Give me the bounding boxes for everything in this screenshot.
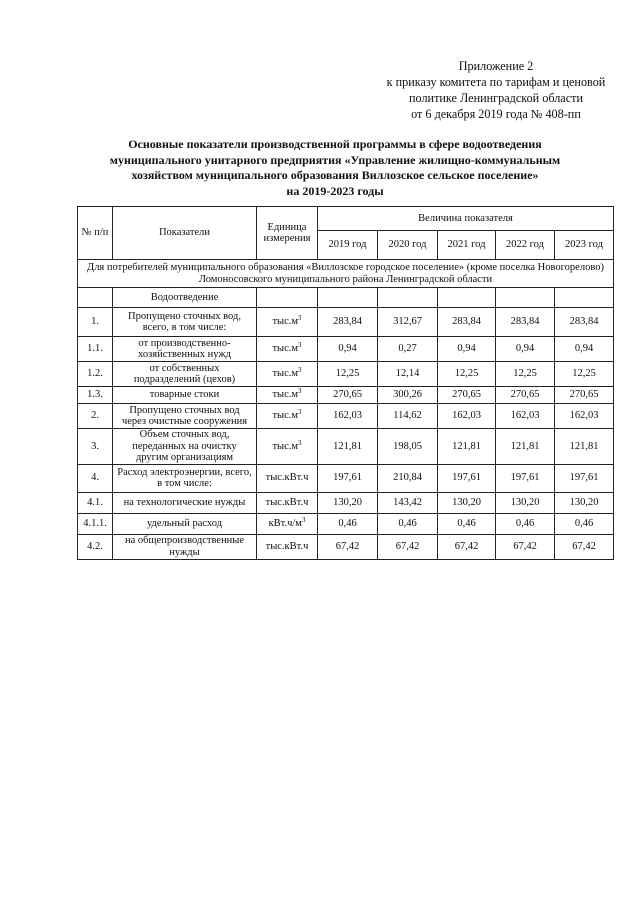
table-row <box>78 404 614 429</box>
row-name: на общепроизводственные нужды <box>113 534 257 559</box>
header-num: № п/п <box>78 207 113 260</box>
unit-superscript: 3 <box>298 438 302 447</box>
row-value: 210,84 <box>378 464 438 492</box>
header-year: 2021 год <box>438 231 496 260</box>
row-name: удельный расход <box>113 513 257 534</box>
row-value: 270,65 <box>555 387 614 404</box>
header-row <box>78 207 614 231</box>
row-num: 2. <box>78 404 113 429</box>
row-value: 198,05 <box>378 429 438 465</box>
region-cell <box>78 260 614 288</box>
row-name: от собственных подразделений (цехов) <box>113 362 257 387</box>
table-row <box>78 513 614 534</box>
indicators-table <box>77 206 614 560</box>
row-value: 67,42 <box>438 534 496 559</box>
row-value: 67,42 <box>496 534 555 559</box>
row-value: 130,20 <box>318 492 378 513</box>
unit-superscript: 3 <box>298 341 302 350</box>
title-line: на 2019-2023 годы <box>286 183 384 198</box>
row-unit <box>257 404 318 429</box>
unit-text: тыс.м <box>272 368 299 380</box>
table-row <box>78 464 614 492</box>
title-line: хозяйством муниципального образования Виллозское сельское поселение» <box>131 168 539 182</box>
row-num: 4. <box>78 464 113 492</box>
row-value: 114,62 <box>378 404 438 429</box>
row-unit <box>257 337 318 362</box>
unit-text: тыс.м <box>272 440 299 452</box>
row-unit <box>257 492 318 513</box>
appendix-line: политике Ленинградской области <box>409 91 583 105</box>
row-value: 283,84 <box>496 308 555 337</box>
row-value: 12,25 <box>496 362 555 387</box>
unit-superscript: 3 <box>298 314 302 323</box>
row-value: 0,46 <box>496 513 555 534</box>
row-unit <box>257 534 318 559</box>
table-row <box>78 429 614 465</box>
row-name: Объем сточных вод, переданных на очистку другим организациям <box>113 429 257 465</box>
row-value: 12,14 <box>378 362 438 387</box>
row-value: 0,46 <box>438 513 496 534</box>
title-line: Основные показатели производственной программы в сфере водоотведения <box>128 137 542 151</box>
header-year: 2022 год <box>496 231 555 260</box>
row-value: 197,61 <box>438 464 496 492</box>
row-num: 4.2. <box>78 534 113 559</box>
row-unit <box>257 513 318 534</box>
row-value: 197,61 <box>555 464 614 492</box>
unit-superscript: 3 <box>301 515 306 524</box>
row-num: 1.3. <box>78 387 113 404</box>
row-value: 283,84 <box>438 308 496 337</box>
header-indicator: Показатели <box>113 207 257 260</box>
region-line: Для потребителей муниципального образования «Виллозское городское поселение» (кроме поселка Новогорелово) <box>87 262 604 273</box>
row-name: на технологические нужды <box>113 492 257 513</box>
row-value: 121,81 <box>496 429 555 465</box>
region-line: Ломоносовского муниципального района Ленинградской области <box>198 273 493 285</box>
row-value: 270,65 <box>438 387 496 404</box>
row-value: 121,81 <box>555 429 614 465</box>
row-unit <box>257 387 318 404</box>
row-name: Пропущено сточных вод, всего, в том числе: <box>113 308 257 337</box>
header-year: 2020 год <box>378 231 438 260</box>
appendix-line: Приложение 2 <box>458 59 534 73</box>
row-unit <box>257 308 318 337</box>
header-unit: Единица измерения <box>257 207 318 260</box>
table-row <box>78 534 614 559</box>
row-value: 270,65 <box>496 387 555 404</box>
row-name: Расход электроэнергии, всего, в том числе: <box>113 464 257 492</box>
table-row <box>78 362 614 387</box>
row-value: 130,20 <box>555 492 614 513</box>
header-value-group: Величина показателя <box>318 207 614 231</box>
unit-text: тыс.м <box>272 389 299 401</box>
row-value: 162,03 <box>438 404 496 429</box>
unit-text: тыс.кВт.ч <box>265 540 309 552</box>
row-value: 0,94 <box>438 337 496 362</box>
appendix-line: от 6 декабря 2019 года № 408-пп <box>411 107 581 121</box>
row-num: 1.1. <box>78 337 113 362</box>
row-num: 1. <box>78 308 113 337</box>
unit-superscript: 3 <box>298 408 302 417</box>
row-value: 67,42 <box>555 534 614 559</box>
table-row <box>78 337 614 362</box>
row-value: 0,94 <box>496 337 555 362</box>
row-unit <box>257 362 318 387</box>
row-value: 121,81 <box>438 429 496 465</box>
unit-text: тыс.кВт.ч <box>265 472 309 484</box>
row-value: 0,94 <box>555 337 614 362</box>
row-value: 0,46 <box>378 513 438 534</box>
row-unit <box>257 464 318 492</box>
row-value: 0,94 <box>318 337 378 362</box>
unit-text: тыс.м <box>272 343 299 355</box>
row-value: 312,67 <box>378 308 438 337</box>
section-title: Водоотведение <box>113 288 257 308</box>
row-value: 121,81 <box>318 429 378 465</box>
row-value: 67,42 <box>378 534 438 559</box>
section-row <box>78 288 614 308</box>
row-value: 197,61 <box>318 464 378 492</box>
appendix-block <box>360 58 632 122</box>
row-num: 1.2. <box>78 362 113 387</box>
unit-superscript: 3 <box>298 387 302 396</box>
header-year: 2019 год <box>318 231 378 260</box>
appendix-line: к приказу комитета по тарифам и ценовой <box>386 75 606 89</box>
title-line: муниципального унитарного предприятия «Управление жилищно-коммунальным <box>109 152 561 167</box>
unit-text: тыс.кВт.ч <box>265 496 309 508</box>
row-unit <box>257 429 318 465</box>
table-row <box>78 387 614 404</box>
row-name: товарные стоки <box>113 387 257 404</box>
row-num: 3. <box>78 429 113 465</box>
row-value: 143,42 <box>378 492 438 513</box>
row-num: 4.1.1. <box>78 513 113 534</box>
row-value: 197,61 <box>496 464 555 492</box>
unit-superscript: 3 <box>298 366 302 375</box>
row-value: 283,84 <box>555 308 614 337</box>
row-value: 130,20 <box>496 492 555 513</box>
row-value: 283,84 <box>318 308 378 337</box>
row-value: 0,46 <box>318 513 378 534</box>
unit-text: кВт.ч/м <box>268 517 302 529</box>
unit-text: тыс.м <box>272 410 299 422</box>
table-row <box>78 492 614 513</box>
row-value: 12,25 <box>438 362 496 387</box>
row-value: 130,20 <box>438 492 496 513</box>
row-value: 0,46 <box>555 513 614 534</box>
document-title <box>100 137 570 199</box>
row-value: 300,26 <box>378 387 438 404</box>
row-value: 12,25 <box>555 362 614 387</box>
row-value: 162,03 <box>496 404 555 429</box>
row-name: Пропущено сточных вод через очистные сооружения <box>113 404 257 429</box>
row-value: 0,27 <box>378 337 438 362</box>
row-value: 162,03 <box>555 404 614 429</box>
table-row <box>78 308 614 337</box>
row-value: 12,25 <box>318 362 378 387</box>
region-row <box>78 260 614 288</box>
row-value: 67,42 <box>318 534 378 559</box>
unit-text: тыс.м <box>272 316 299 328</box>
row-value: 270,65 <box>318 387 378 404</box>
row-name: от производственно-хозяйственных нужд <box>113 337 257 362</box>
row-value: 162,03 <box>318 404 378 429</box>
header-year: 2023 год <box>555 231 614 260</box>
row-num: 4.1. <box>78 492 113 513</box>
